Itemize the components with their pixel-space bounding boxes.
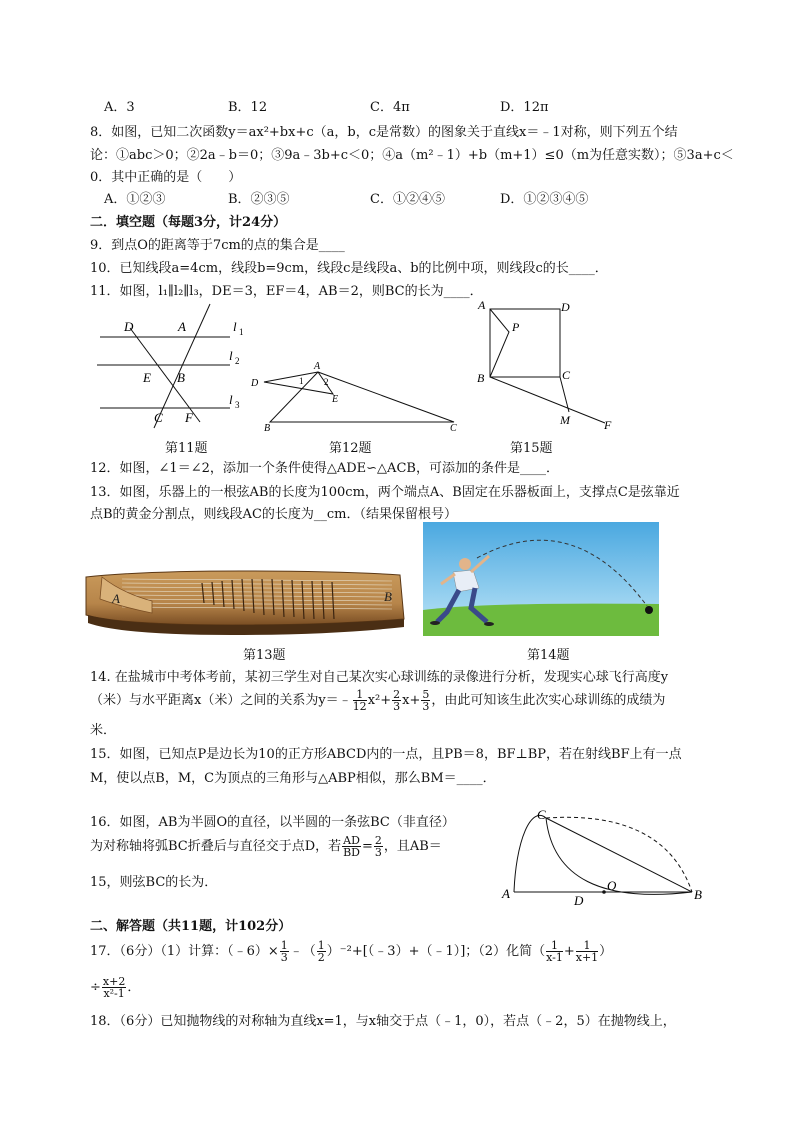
fraction-1-2 [317, 940, 326, 963]
arc-ac [514, 815, 546, 892]
label-C: C [537, 807, 546, 822]
q16-equals: = [361, 839, 373, 854]
q11: 11．如图，l₁∥l₂∥l₃，DE＝3，EF＝4，AB＝2，则BC的长为____． [90, 284, 483, 299]
fraction-2-3 [374, 835, 383, 858]
q17-plus: + [563, 944, 575, 959]
label-C: C [450, 423, 457, 434]
label-B: B [477, 371, 485, 385]
q14-text-mid1: x²+ [367, 693, 392, 708]
segments-ap-pb [490, 309, 509, 377]
q12: 12．如图，∠1＝∠2，添加一个条件使得△ADE∽△ACB，可添加的条件是____． [90, 461, 559, 476]
label-l3: l [229, 392, 233, 407]
q7-option-a: A．3 [104, 100, 135, 115]
figure-16 [494, 804, 714, 908]
label-B: B [177, 370, 185, 385]
triangle-abc [270, 372, 454, 422]
q17-divide: ÷ [90, 980, 101, 995]
q16-text-post: ，且AB＝ [383, 839, 442, 854]
q16-line3: 15，则弦BC的长为． [90, 875, 218, 890]
q13-line1: 13．如图，乐器上的一根弦AB的长度为100cm，两个端点A、B固定在乐器板面上，支撑点C是弦靠近 [90, 485, 680, 500]
section-fill-blank-title: 二．填空题（每题3分，计24分） [90, 215, 287, 230]
q7-option-b: B．12 [228, 100, 268, 115]
fraction-numerator: 2 [393, 688, 401, 701]
fraction-denominator: x²-1 [103, 987, 125, 1000]
fraction-numerator: x+2 [102, 975, 126, 988]
q16-line2 [90, 832, 490, 862]
fraction-ad-bd [342, 835, 361, 858]
label-E: E [332, 394, 339, 405]
q15-line1: 15．如图，已知点P是边长为10的正方形ABCD内的一点，且PB＝8，BF⊥BP，若在射线BF上有一点 [90, 747, 682, 762]
q16-text-pre: 为对称轴将弧BC折叠后与直径交于点D，若 [90, 839, 342, 854]
fraction-1-xp1 [576, 940, 598, 963]
q7-option-d: D．12π [500, 100, 549, 115]
q7-option-c: C．4π [370, 100, 410, 115]
label-B: B [264, 423, 271, 434]
label-A: A [178, 319, 186, 334]
fraction-denominator: BD [343, 846, 360, 859]
q9: 9．到点O的距离等于7cm的点的集合是____ [90, 238, 345, 253]
fraction-denominator: 3 [393, 700, 401, 713]
caption-fig14: 第14题 [527, 648, 570, 663]
q17-text-mid2: ）⁻²+[（﹣3）+（﹣1）]；（2）化简（ [326, 944, 546, 959]
fraction-numerator: 5 [422, 688, 430, 701]
grass [423, 604, 659, 636]
label-D: D [561, 300, 570, 314]
fraction-numerator: 1 [317, 939, 325, 952]
fraction-denominator: x+1 [575, 951, 599, 964]
label-A: A [478, 298, 486, 312]
q17-line1 [90, 936, 730, 968]
fraction-denominator: x-1 [546, 951, 563, 964]
q14-line2 [90, 686, 730, 716]
label-F: F [604, 418, 612, 432]
q14-text-mid2: x+ [402, 693, 421, 708]
fraction-denominator: 3 [374, 846, 382, 859]
fraction-denominator: 2 [317, 951, 325, 964]
q17-line2 [90, 972, 730, 1004]
label-M: M [560, 413, 570, 427]
q14-line1: 14. 在盐城市中考体考前，某初三学生对自己某次实心球训练的录像进行分析，发现实心球飞行高度y [90, 670, 669, 685]
figure-13-zither [82, 555, 407, 637]
q14-text-post: ，由此可知该生此次实心球训练的成绩为 [431, 693, 666, 708]
fraction-denominator: 12 [352, 700, 367, 713]
q14-line3: 米． [90, 723, 117, 738]
fraction-numerator: 1 [280, 939, 288, 952]
fraction-numerator: 1 [353, 689, 367, 701]
ray-bf [490, 377, 605, 423]
angle-2-label: 2 [324, 377, 329, 387]
fraction-2-3 [392, 689, 401, 712]
figure-14-shotput [423, 522, 659, 636]
q10: 10．已知线段a=4cm，线段b=9cm，线段c是线段a、b的比例中项，则线段c的长____． [90, 261, 608, 276]
fraction-numerator: AD [343, 834, 360, 847]
fraction-1-xm1 [546, 940, 563, 963]
fraction-5-3 [421, 689, 430, 712]
q17-text-mid1: ﹣（ [289, 944, 316, 959]
label-D: D [251, 378, 259, 389]
label-A: A [112, 591, 120, 606]
label-O: O [607, 878, 617, 893]
shot-ball [645, 606, 653, 614]
label-D: D [124, 319, 134, 334]
fraction-numerator: 2 [374, 834, 382, 847]
label-l2-sub: 2 [235, 356, 240, 366]
label-P: P [512, 320, 520, 334]
q16-line1: 16．如图，AB为半圆O的直径，以半圆的一条弦BC（非直径） [90, 815, 455, 830]
q15-line2: M，使以点B，M，C为顶点的三角形与△ABP相似，那么BM＝____． [90, 771, 496, 786]
label-C: C [154, 410, 163, 425]
fraction-numerator: 1 [546, 940, 563, 952]
q17-text-pre: 17．（6分）（1）计算：（﹣6）× [90, 944, 279, 959]
figure-12 [248, 358, 463, 434]
label-B: B [384, 589, 392, 604]
q18: 18．（6分）已知抛物线的对称轴为直线x=1，与x轴交于点（﹣1，0），若点（﹣2，5）在抛物线上， [90, 1014, 676, 1029]
fraction-denominator: 3 [280, 951, 288, 964]
label-F: F [185, 410, 193, 425]
q17-close: ） [599, 944, 613, 959]
figure-11 [92, 300, 262, 432]
caption-fig11: 第11题 [165, 441, 208, 456]
q8-option-a: A．①②③ [104, 192, 166, 207]
caption-fig12: 第12题 [329, 441, 372, 456]
label-l2: l [229, 348, 233, 363]
q14-text-pre: （米）与水平距离x（米）之间的关系为y＝﹣ [90, 693, 352, 708]
section-answer-title: 二、解答题（共11题，计102分） [90, 919, 292, 934]
q8-line3: 0．其中正确的是（ ） [90, 170, 242, 185]
q8-option-b: B．②③⑤ [228, 192, 290, 207]
fraction-xp2-x2m1 [102, 976, 126, 999]
q17-end: ． [127, 980, 141, 995]
square-abcd [490, 309, 560, 377]
angle-1-label: 1 [299, 376, 304, 386]
label-E: E [143, 370, 151, 385]
fraction-1-3 [280, 940, 289, 963]
caption-fig15: 第15题 [510, 441, 553, 456]
label-B: B [694, 887, 702, 902]
fraction-numerator: 1 [576, 940, 598, 952]
label-l1: l [233, 319, 237, 334]
figure-15 [472, 296, 622, 434]
fraction-1-12 [353, 689, 367, 712]
label-l1-sub: 1 [239, 327, 244, 337]
label-A: A [502, 886, 510, 901]
fraction-denominator: 3 [422, 700, 430, 713]
label-A: A [314, 361, 321, 372]
q8-option-d: D．①②③④⑤ [500, 192, 589, 207]
label-D: D [574, 893, 584, 908]
q8-line2: 论：①abc＞0；②2a﹣b＝0；③9a﹣3b+c＜0；④a（m²﹣1）+b（m+1）≤0（m为任意实数）；⑤3a+c＜ [90, 148, 734, 163]
q13-line2: 点B的黄金分割点，则线段AC的长度为__cm．（结果保留根号） [90, 507, 457, 522]
label-l3-sub: 3 [235, 400, 240, 410]
label-C: C [562, 368, 571, 382]
caption-fig13: 第13题 [243, 648, 286, 663]
center-o [602, 890, 606, 894]
q8-option-c: C．①②④⑤ [370, 192, 445, 207]
q8-line1: 8．如图，已知二次函数y＝ax²+bx+c（a，b，c是常数）的图象关于直线x＝﹣1对称，则下列五个结 [90, 125, 678, 140]
chord-bc [546, 818, 692, 892]
